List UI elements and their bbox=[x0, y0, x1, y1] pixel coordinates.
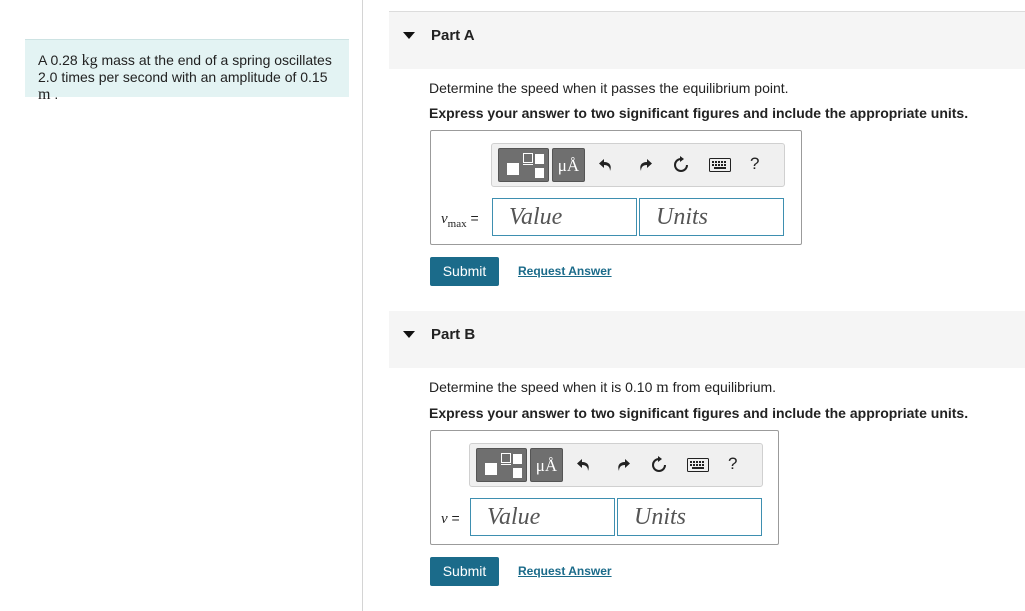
units-input[interactable] bbox=[639, 198, 784, 236]
part-a-question: Determine the speed when it passes the equilibrium point. bbox=[429, 80, 789, 96]
value-input[interactable] bbox=[492, 198, 637, 236]
redo-icon[interactable] bbox=[613, 455, 633, 475]
part-a-instruction: Express your answer to two significant figures and include the appropriate units. bbox=[429, 105, 969, 121]
value-input[interactable] bbox=[470, 498, 615, 536]
unit-kg: kg bbox=[81, 52, 98, 69]
reset-icon[interactable] bbox=[649, 455, 669, 475]
request-answer-link[interactable]: Request Answer bbox=[518, 264, 612, 278]
help-icon[interactable]: ? bbox=[750, 154, 760, 173]
variable-label: $v_{max}$ = bbox=[441, 210, 479, 230]
part-b-instruction: Express your answer to two significant figures and include the appropriate units. bbox=[429, 405, 969, 421]
part-a-title: Part A bbox=[431, 27, 475, 44]
keyboard-icon[interactable] bbox=[686, 455, 710, 475]
unit-m: m bbox=[38, 86, 51, 103]
templates-icon[interactable] bbox=[498, 148, 549, 182]
collapse-caret-icon[interactable] bbox=[403, 331, 415, 338]
request-answer-link[interactable]: Request Answer bbox=[518, 564, 612, 578]
math-toolbar bbox=[469, 443, 763, 487]
part-a-answer-box bbox=[430, 130, 802, 245]
submit-button[interactable]: Submit bbox=[430, 557, 499, 586]
units-input[interactable] bbox=[617, 498, 762, 536]
undo-icon[interactable] bbox=[596, 155, 616, 175]
part-a-header[interactable] bbox=[389, 12, 1025, 69]
problem-statement: A 0.28 kg mass at the end of a spring oscillates 2.0 times per second with an amplitude of 0.15 m . bbox=[25, 39, 349, 97]
help-icon[interactable]: ? bbox=[728, 454, 738, 473]
part-b-question: Determine the speed when it is 0.10 m from equilibrium. bbox=[429, 379, 777, 396]
part-b-answer-box bbox=[430, 430, 779, 545]
math-toolbar bbox=[491, 143, 785, 187]
symbols-icon[interactable]: μÅ bbox=[530, 448, 563, 482]
reset-icon[interactable] bbox=[671, 155, 691, 175]
unit-m: m bbox=[656, 379, 669, 396]
undo-icon[interactable] bbox=[574, 455, 594, 475]
part-b-title: Part B bbox=[431, 326, 476, 343]
part-b-header[interactable] bbox=[389, 311, 1025, 368]
column-divider bbox=[362, 0, 363, 611]
redo-icon[interactable] bbox=[635, 155, 655, 175]
templates-icon[interactable] bbox=[476, 448, 527, 482]
keyboard-icon[interactable] bbox=[708, 155, 732, 175]
submit-button[interactable]: Submit bbox=[430, 257, 499, 286]
symbols-icon[interactable]: μÅ bbox=[552, 148, 585, 182]
variable-label: v = bbox=[441, 510, 460, 527]
collapse-caret-icon[interactable] bbox=[403, 32, 415, 39]
